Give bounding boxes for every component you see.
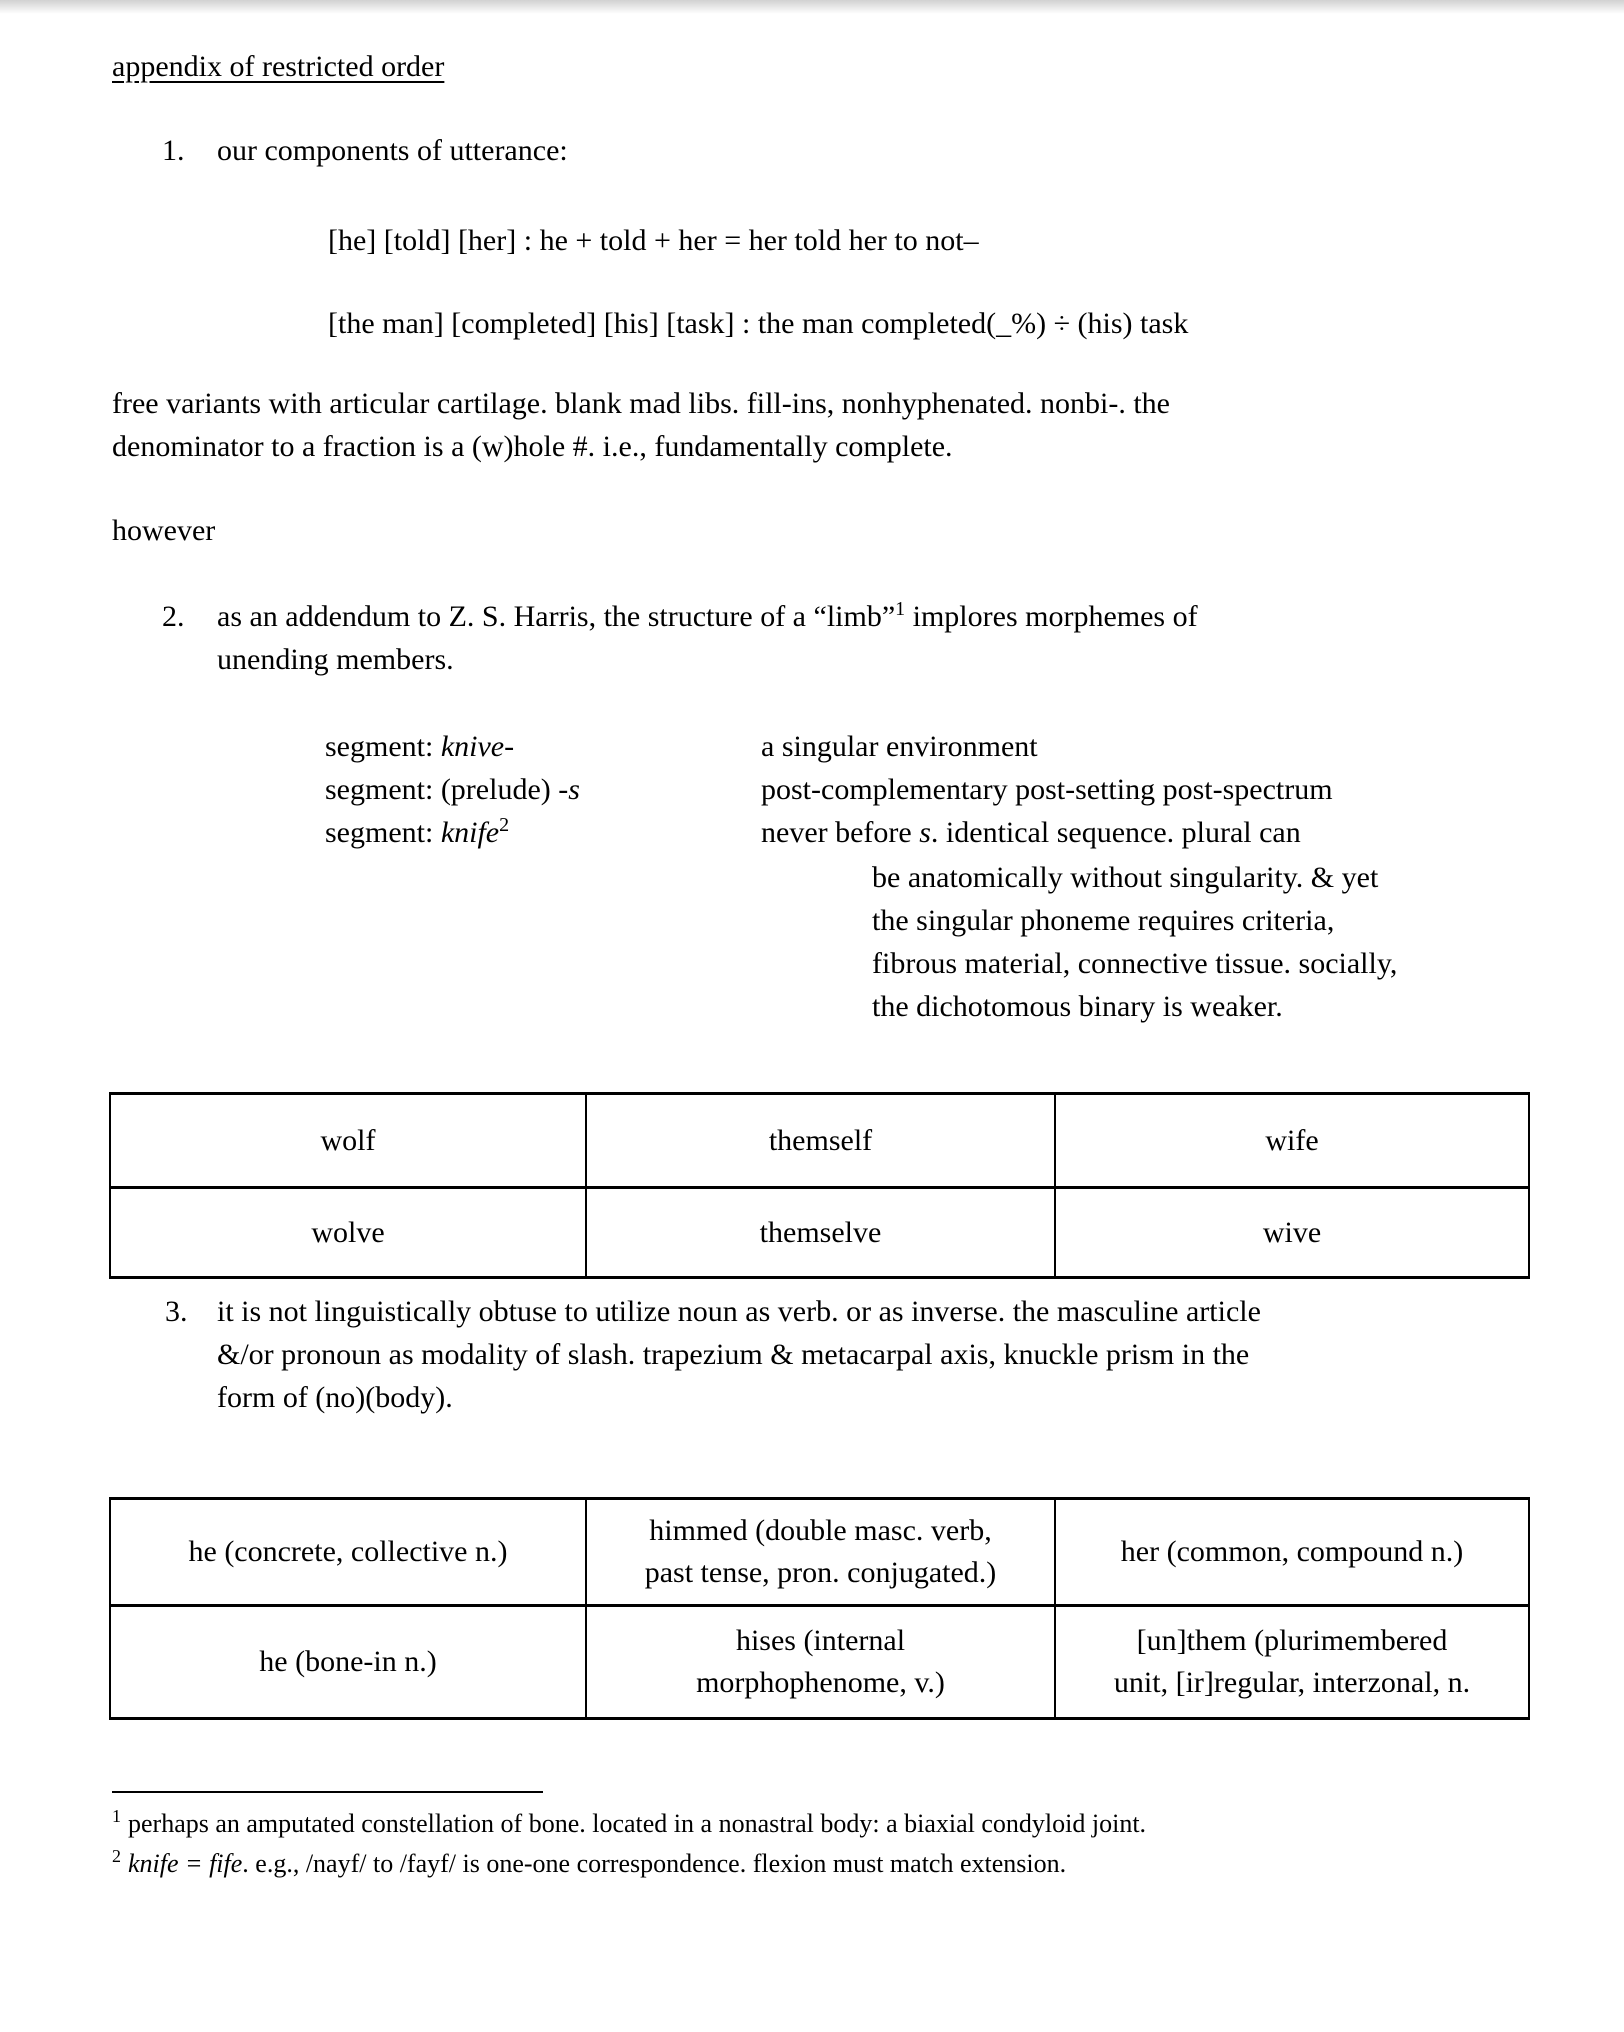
segment-row2-normal: (prelude) (440, 773, 559, 806)
item3-line-3: form of (no)(body). (217, 1381, 453, 1414)
table-cell: themself (586, 1094, 1055, 1188)
table-cell (1055, 1499, 1529, 1606)
pronoun-table (109, 1497, 1530, 1720)
segment-row-2 (325, 768, 580, 811)
table-cell: themselve (586, 1188, 1055, 1278)
footnote-ref-2: 2 (499, 814, 510, 836)
environment-line3-post: . identical sequence. plural can (930, 816, 1301, 849)
pronoun-table-row-1 (110, 1499, 1529, 1606)
footnote-1 (112, 1804, 1146, 1844)
segment-row2-label: segment: (325, 773, 441, 806)
list-item-1-number: 1. (162, 134, 185, 167)
pronoun-table-row-2 (110, 1606, 1529, 1719)
free-variants-line-1: free variants with articular cartilage. blank mad libs. fill-ins, nonhyphenated. nonbi-. the (112, 387, 1170, 420)
item2-line1-pre: as an addendum to Z. S. Harris, the structure of a “limb” (217, 600, 896, 633)
list-item-3-number: 3. (165, 1295, 188, 1328)
environment-cont-line-2: the singular phoneme requires criteria, (872, 904, 1335, 937)
table-cell (586, 1499, 1055, 1606)
item2-line-2: unending members. (217, 643, 454, 676)
environment-cont-line-4: the dichotomous binary is weaker. (872, 990, 1283, 1023)
table-cell: wife (1055, 1094, 1529, 1188)
environment-cont-line-1: be anatomically without singularity. & yet (872, 861, 1379, 894)
table-cell (1055, 1606, 1529, 1719)
environment-line3-italic: s (919, 816, 931, 849)
cell-line: he (bone-in n.) (259, 1645, 437, 1678)
table-cell (110, 1499, 586, 1606)
item2-line-1 (217, 595, 1198, 638)
however-text: however (112, 514, 216, 547)
list-item-2-text (217, 595, 1198, 681)
footnote-2-mark: 2 (112, 1846, 121, 1867)
page-top-shadow (0, 0, 1624, 14)
list-item-3-text (217, 1290, 1261, 1419)
footnote-1-mark: 1 (112, 1806, 121, 1827)
segment-row1-italic: knive- (440, 730, 515, 763)
free-variants-paragraph (112, 382, 1170, 468)
cell-line: he (concrete, collective n.) (188, 1535, 508, 1568)
table-cell: wive (1055, 1188, 1529, 1278)
footnote-2 (112, 1844, 1066, 1884)
segment-row3-label: segment: (325, 816, 441, 849)
environment-cont-line-3: fibrous material, connective tissue. socially, (872, 947, 1398, 980)
segment-row1-label: segment: (325, 730, 441, 763)
environment-line-1: a singular environment (761, 730, 1038, 763)
table-cell: wolf (110, 1094, 586, 1188)
table-cell (586, 1606, 1055, 1719)
cell-line: [un]them (plurimembered (1136, 1624, 1448, 1657)
segment-row3-italic: knife (440, 816, 500, 849)
cell-line: her (common, compound n.) (1120, 1535, 1464, 1568)
cell-line: hises (internal (735, 1624, 906, 1657)
table-cell: wolve (110, 1188, 586, 1278)
environment-line-3 (761, 811, 1333, 854)
environment-line3-pre: never before (761, 816, 920, 849)
list-item-2-number: 2. (162, 600, 185, 633)
environment-column (761, 725, 1333, 854)
footnote-1-text: perhaps an amputated constellation of bone. located in a nonastral body: a biaxial condyloid joint. (128, 1809, 1147, 1838)
environment-line-2: post-complementary post-setting post-spectrum (761, 773, 1333, 806)
utterance-example-1: [he] [told] [her] : he + told + her = her told her to not– (328, 224, 979, 257)
footnote-2-italic: knife = fife (128, 1849, 243, 1878)
footnote-divider (112, 1791, 543, 1793)
item3-line-1: it is not linguistically obtuse to utilize noun as verb. or as inverse. the masculine article (217, 1295, 1261, 1328)
page-title: appendix of restricted order (112, 50, 445, 83)
cell-line: himmed (double masc. verb, (649, 1514, 992, 1547)
cell-line: past tense, pron. conjugated.) (644, 1556, 997, 1589)
item2-line1-post: implores morphemes of (905, 600, 1198, 633)
segment-row2-italic: -s (558, 773, 580, 806)
free-variants-line-2: denominator to a fraction is a (w)hole #. i.e., fundamentally complete. (112, 430, 953, 463)
plural-table-row-2 (110, 1188, 1529, 1278)
plural-table-row-1 (110, 1094, 1529, 1188)
cell-line: unit, [ir]regular, interzonal, n. (1113, 1666, 1471, 1699)
segment-row-1 (325, 725, 580, 768)
footnote-2-text: . e.g., /nayf/ to /fayf/ is one-one correspondence. flexion must match extension. (242, 1849, 1067, 1878)
segment-row-3 (325, 811, 580, 854)
utterance-example-2: [the man] [completed] [his] [task] : the man completed(_%) ÷ (his) task (328, 307, 1189, 340)
table-cell (110, 1606, 586, 1719)
segment-column (325, 725, 580, 854)
item3-line-2: &/or pronoun as modality of slash. trapezium & metacarpal axis, knuckle prism in the (217, 1338, 1250, 1371)
plural-table (109, 1092, 1530, 1279)
cell-line: morphophenome, v.) (696, 1666, 945, 1699)
environment-continuation (872, 856, 1397, 1028)
list-item-1-text: our components of utterance: (217, 134, 568, 167)
footnote-ref-1: 1 (895, 598, 906, 620)
